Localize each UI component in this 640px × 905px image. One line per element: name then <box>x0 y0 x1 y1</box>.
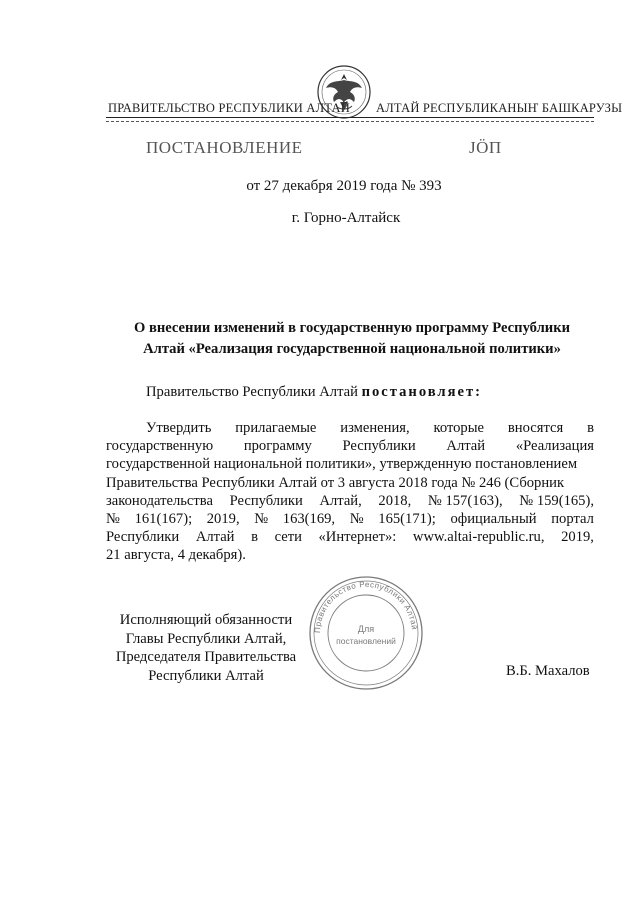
body-word: программу <box>243 438 312 455</box>
body-word: законодательства <box>106 492 213 509</box>
signatory-name: В.Б. Махалов <box>506 663 590 679</box>
stamp-inner-text: Для <box>357 624 375 634</box>
signatory-position-line: Главы Республики Алтай, <box>125 630 287 647</box>
body-word: государственной национальной политики», утвержденную постановлением <box>106 456 578 473</box>
government-name-russian: ПРАВИТЕЛЬСТВО РЕСПУБЛИКИ АЛТАЙ <box>108 101 350 115</box>
body-word: 2019, <box>561 529 594 546</box>
body-word: в <box>587 420 594 436</box>
body-line <box>106 474 594 492</box>
document-city: г. Горно-Алтайск <box>291 210 401 226</box>
body-word: № 159(165), <box>519 492 594 509</box>
body-word: «Реализация <box>515 438 594 455</box>
stamp-inner-text: постановлений <box>336 636 396 646</box>
signatory-position-line: Республики Алтай <box>148 667 264 684</box>
body-word: в <box>251 529 258 546</box>
document-type-altai: ЈӦП <box>469 138 502 157</box>
body-word: официальный <box>450 511 537 528</box>
decree-intro <box>146 384 482 401</box>
body-word: прилагаемые <box>235 420 317 436</box>
signatory-position-line: Председателя Правительства <box>115 649 297 666</box>
body-word: 163(169, <box>282 511 336 528</box>
decree-intro-text: Правительство Республики Алтай <box>146 384 362 400</box>
body-word: Республики <box>229 492 303 509</box>
body-line <box>106 492 594 510</box>
body-line <box>106 419 594 437</box>
body-line <box>106 528 594 546</box>
body-line <box>106 546 594 564</box>
body-word: № <box>254 511 269 528</box>
decree-verb: постановляет: <box>361 384 483 400</box>
body-word: сети <box>274 529 302 546</box>
official-stamp <box>307 574 425 692</box>
body-word: Алтай <box>446 438 486 455</box>
decree-body <box>106 419 594 565</box>
body-word: изменения, <box>340 420 410 436</box>
body-word: Республики <box>106 529 180 546</box>
title-line: Алтай «Реализация государственной национальной политики» <box>143 341 561 357</box>
body-word: Алтай <box>195 529 235 546</box>
body-word: www.altai-republic.ru, <box>412 529 545 546</box>
body-word: которые <box>433 420 485 436</box>
body-word: портал <box>551 511 594 528</box>
body-word: № <box>106 511 120 528</box>
body-word: Республики <box>342 438 416 455</box>
body-line <box>106 437 594 455</box>
document-title <box>110 318 594 360</box>
body-word: государственную <box>106 438 214 455</box>
body-word: Утвердить <box>146 420 212 436</box>
government-name-altai: АЛТАЙ РЕСПУБЛИКАНЫҤ БАШКАРУЗЫ <box>376 101 623 115</box>
body-word: 21 августа, 4 декабря). <box>106 547 246 564</box>
body-word: 161(167); <box>134 511 193 528</box>
body-word: № 157(163), <box>427 492 503 509</box>
body-word: Алтай, <box>319 492 362 509</box>
header-divider-secondary <box>106 121 594 122</box>
body-line <box>106 510 594 528</box>
signatory-position <box>106 611 306 685</box>
body-word: 2018, <box>378 492 412 509</box>
document-date-number: от 27 декабря 2019 года № 393 <box>246 178 442 194</box>
header-divider <box>106 117 594 118</box>
body-word: 2019, <box>206 511 240 528</box>
body-line <box>106 455 594 473</box>
body-word: вносятся <box>507 420 564 436</box>
body-word: 165(171); <box>378 511 436 528</box>
body-word: Правительства Республики Алтай от 3 августа 2018 года № 246 (Сборник <box>106 474 565 491</box>
body-word: № <box>349 511 364 528</box>
signatory-position-line: Исполняющий обязанности <box>119 612 293 628</box>
body-word: «Интернет»: <box>318 529 397 546</box>
stamp-outer-text: Правительство Республики Алтай <box>312 579 419 634</box>
document-type-russian: ПОСТАНОВЛЕНИЕ <box>146 138 303 157</box>
title-line: О внесении изменений в государственную программу Республики <box>133 320 571 336</box>
